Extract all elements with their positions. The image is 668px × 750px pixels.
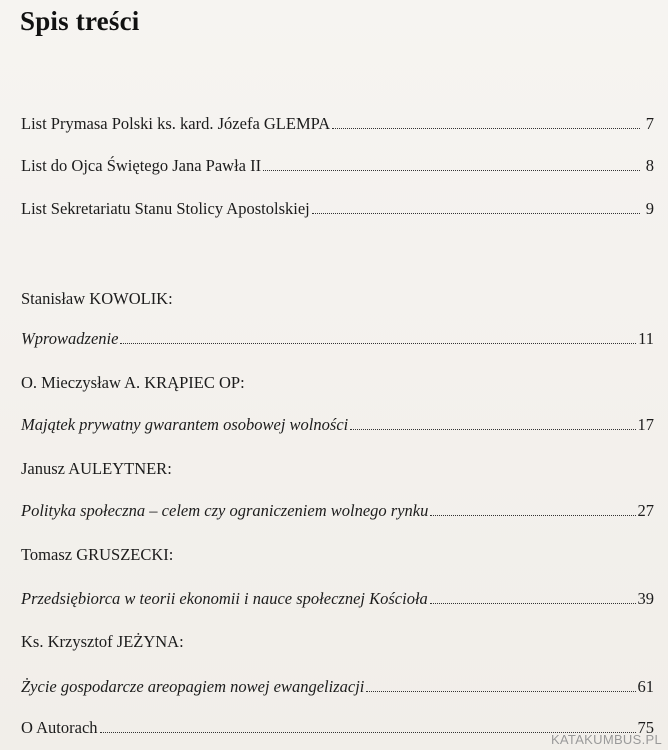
dot-leader bbox=[366, 691, 635, 692]
chapter-author: Janusz AULEYTNER: bbox=[21, 459, 172, 478]
page-number: 61 bbox=[637, 677, 654, 696]
chapter-title: Majątek prywatny gwarantem osobowej wolności bbox=[21, 415, 349, 434]
dot-leader bbox=[263, 170, 640, 171]
toc-entry-label: List do Ojca Świętego Jana Pawła II bbox=[21, 156, 262, 175]
page-title: Spis treści bbox=[20, 6, 140, 36]
dot-leader bbox=[312, 213, 640, 214]
chapter-title: Życie gospodarcze areopagiem nowej ewangelizacji bbox=[21, 677, 365, 696]
page-number: 7 bbox=[645, 114, 654, 133]
page-number: 8 bbox=[645, 156, 654, 175]
toc-entry-label: O Autorach bbox=[21, 718, 98, 737]
chapter-title: Przedsiębiorca w teorii ekonomii i nauce społecznej Kościoła bbox=[21, 589, 428, 608]
chapter-author: Tomasz GRUSZECKI: bbox=[21, 545, 174, 564]
dot-leader bbox=[332, 128, 640, 129]
page-number: 11 bbox=[638, 329, 654, 348]
page-number: 39 bbox=[637, 589, 654, 608]
chapter-author: Stanisław KOWOLIK: bbox=[21, 289, 173, 308]
toc-entry-chapter bbox=[21, 589, 654, 609]
toc-entry-chapter bbox=[21, 415, 654, 435]
dot-leader bbox=[430, 603, 636, 604]
toc-entry-letter-pope bbox=[21, 156, 654, 176]
page-number: 27 bbox=[637, 501, 654, 520]
dot-leader bbox=[120, 343, 636, 344]
toc-entry-chapter bbox=[21, 677, 654, 697]
toc-entry-letter-primate bbox=[21, 114, 654, 134]
page-number: 17 bbox=[637, 415, 654, 434]
chapter-title: Wprowadzenie bbox=[21, 329, 119, 348]
dot-leader bbox=[350, 429, 635, 430]
toc-entry-letter-secretariat bbox=[21, 199, 654, 219]
toc-entry-chapter bbox=[21, 329, 654, 349]
chapter-author: Ks. Krzysztof JEŻYNA: bbox=[21, 632, 184, 651]
watermark: KATAKUMBUS.PL bbox=[550, 732, 662, 747]
page-number: 9 bbox=[645, 199, 654, 218]
dot-leader bbox=[430, 515, 635, 516]
toc-entry-label: List Sekretariatu Stanu Stolicy Apostolskiej bbox=[21, 199, 310, 218]
chapter-title: Polityka społeczna – celem czy ograniczeniem wolnego rynku bbox=[21, 501, 429, 520]
page-number: 75 bbox=[637, 718, 654, 737]
toc-entry-chapter bbox=[21, 501, 654, 521]
chapter-author: O. Mieczysław A. KRĄPIEC OP: bbox=[21, 373, 245, 392]
toc-entry-label: List Prymasa Polski ks. kard. Józefa GLEMPA bbox=[21, 114, 331, 133]
